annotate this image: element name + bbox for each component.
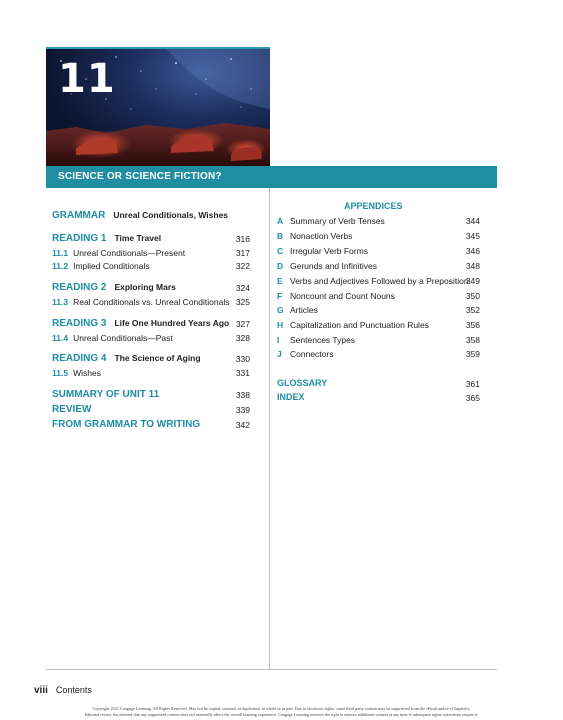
appendix-title: Gerunds and Infinitives xyxy=(290,261,377,271)
column-divider xyxy=(269,188,270,669)
reading-title: The Science of Aging xyxy=(114,353,201,363)
appendices-heading xyxy=(344,201,403,211)
section-number: 11.1 xyxy=(52,248,69,258)
toc-item-11-3[interactable] xyxy=(52,297,229,307)
appendix-letter: F xyxy=(277,291,283,301)
toc-reading-3[interactable] xyxy=(52,318,229,329)
appendix-letter: E xyxy=(277,276,283,286)
section-number: 11.2 xyxy=(52,261,69,271)
toc-item-11-2[interactable] xyxy=(52,261,150,271)
page-number: 344 xyxy=(465,216,480,226)
toc-index[interactable]: INDEX xyxy=(277,392,305,402)
appendix-title: Connectors xyxy=(290,349,334,359)
copyright-line-2: Editorial review has deemed that any suppressed content does not materially affect the overall learning experience. Cengage Learning reserves the right to remove additional content at any time if subsequent rights restrictions require it. xyxy=(84,712,479,717)
page-number: 324 xyxy=(235,283,250,293)
reading-label: READING 2 xyxy=(52,282,107,293)
unit-number: 11 xyxy=(58,56,116,102)
section-title: Real Conditionals vs. Unreal Conditionals xyxy=(73,297,230,307)
page-number: 331 xyxy=(235,368,250,378)
section-number: 11.5 xyxy=(52,368,69,378)
appendix-letter: G xyxy=(277,305,284,315)
appendix-letter: H xyxy=(277,320,284,330)
appendix-title: Capitalization and Punctuation Rules xyxy=(290,320,429,330)
toc-reading-1[interactable] xyxy=(52,233,161,244)
footer-section: Contents xyxy=(55,685,92,695)
section-number: 11.3 xyxy=(52,297,69,307)
appendix-letter: C xyxy=(277,246,284,256)
page-number: 328 xyxy=(235,333,250,343)
appendix-letter: B xyxy=(277,231,284,241)
page-number: 358 xyxy=(465,335,480,345)
toc-item-11-5[interactable] xyxy=(52,368,101,378)
section-title: Implied Conditionals xyxy=(73,261,150,271)
toc-item-11-4[interactable] xyxy=(52,333,173,343)
page-number: 365 xyxy=(465,393,480,403)
page-number: 325 xyxy=(235,297,250,307)
appendix-title: Articles xyxy=(290,305,318,315)
page-number: 342 xyxy=(235,420,250,430)
reading-title: Time Travel xyxy=(114,233,162,243)
page-number: 345 xyxy=(465,231,480,241)
section-title: Unreal Conditionals—Present xyxy=(73,248,186,258)
reading-label: READING 1 xyxy=(52,233,107,244)
unit-title: SCIENCE OR SCIENCE FICTION? xyxy=(58,171,222,182)
appendix-title: Irregular Verb Forms xyxy=(290,246,368,256)
toc-from-grammar-to-writing[interactable]: FROM GRAMMAR TO WRITING xyxy=(52,419,201,430)
appendix-letter: A xyxy=(277,216,284,226)
appendix-title: Summary of Verb Tenses xyxy=(290,216,385,226)
appendix-title: Verbs and Adjectives Followed by a Preposition xyxy=(290,276,469,286)
page-number: 350 xyxy=(465,291,480,301)
grammar-label: GRAMMAR xyxy=(52,210,106,221)
section-title: Unreal Conditionals—Past xyxy=(73,333,173,343)
page-number: 316 xyxy=(235,234,250,244)
grammar-topic: Unreal Conditionals, Wishes xyxy=(113,210,229,220)
page-number: 361 xyxy=(465,379,480,389)
appendix-letter: J xyxy=(277,349,282,359)
page-number: 359 xyxy=(465,349,480,359)
page-number: 352 xyxy=(465,305,480,315)
toc-review[interactable]: REVIEW xyxy=(52,404,92,415)
appendices-title: APPENDICES xyxy=(344,201,403,211)
appendix-title: Noncount and Count Nouns xyxy=(290,291,395,301)
appendix-title: Sentences Types xyxy=(290,335,356,345)
toc-reading-2[interactable] xyxy=(52,282,176,293)
page-number: 338 xyxy=(235,390,250,400)
reading-label: READING 4 xyxy=(52,353,107,364)
page-number: 356 xyxy=(465,320,480,330)
page-number: 348 xyxy=(465,261,480,271)
toc-item-11-1[interactable] xyxy=(52,248,185,258)
page-number: 349 xyxy=(465,276,480,286)
bottom-rule xyxy=(46,669,497,670)
page-number: 330 xyxy=(235,354,250,364)
reading-title: Life One Hundred Years Ago xyxy=(114,318,230,328)
page-number-roman: viii xyxy=(34,685,48,696)
grammar-heading xyxy=(52,210,228,221)
section-title: Wishes xyxy=(73,368,101,378)
reading-label: READING 3 xyxy=(52,318,107,329)
page-number: 346 xyxy=(465,246,480,256)
appendix-title: Nonaction Verbs xyxy=(290,231,353,241)
toc-reading-4[interactable] xyxy=(52,353,201,364)
page-number: 322 xyxy=(235,261,250,271)
page-number: 339 xyxy=(235,405,250,415)
toc-summary[interactable]: SUMMARY OF UNIT 11 xyxy=(52,389,160,400)
page-number: 327 xyxy=(235,319,250,329)
page-footer xyxy=(34,685,92,696)
copyright-line-1: Copyright 2021 Cengage Learning. All Rights Reserved. May not be copied, scanned, or duplicated, in whole or in part. Due to electronic rights, some third party content may be suppressed from the eBook and/or eChapter(s). xyxy=(92,706,471,711)
appendix-letter: I xyxy=(277,335,280,345)
page-number: 317 xyxy=(235,248,250,258)
section-number: 11.4 xyxy=(52,333,69,343)
reading-title: Exploring Mars xyxy=(114,282,176,292)
toc-glossary[interactable]: GLOSSARY xyxy=(277,378,328,388)
appendix-letter: D xyxy=(277,261,284,271)
